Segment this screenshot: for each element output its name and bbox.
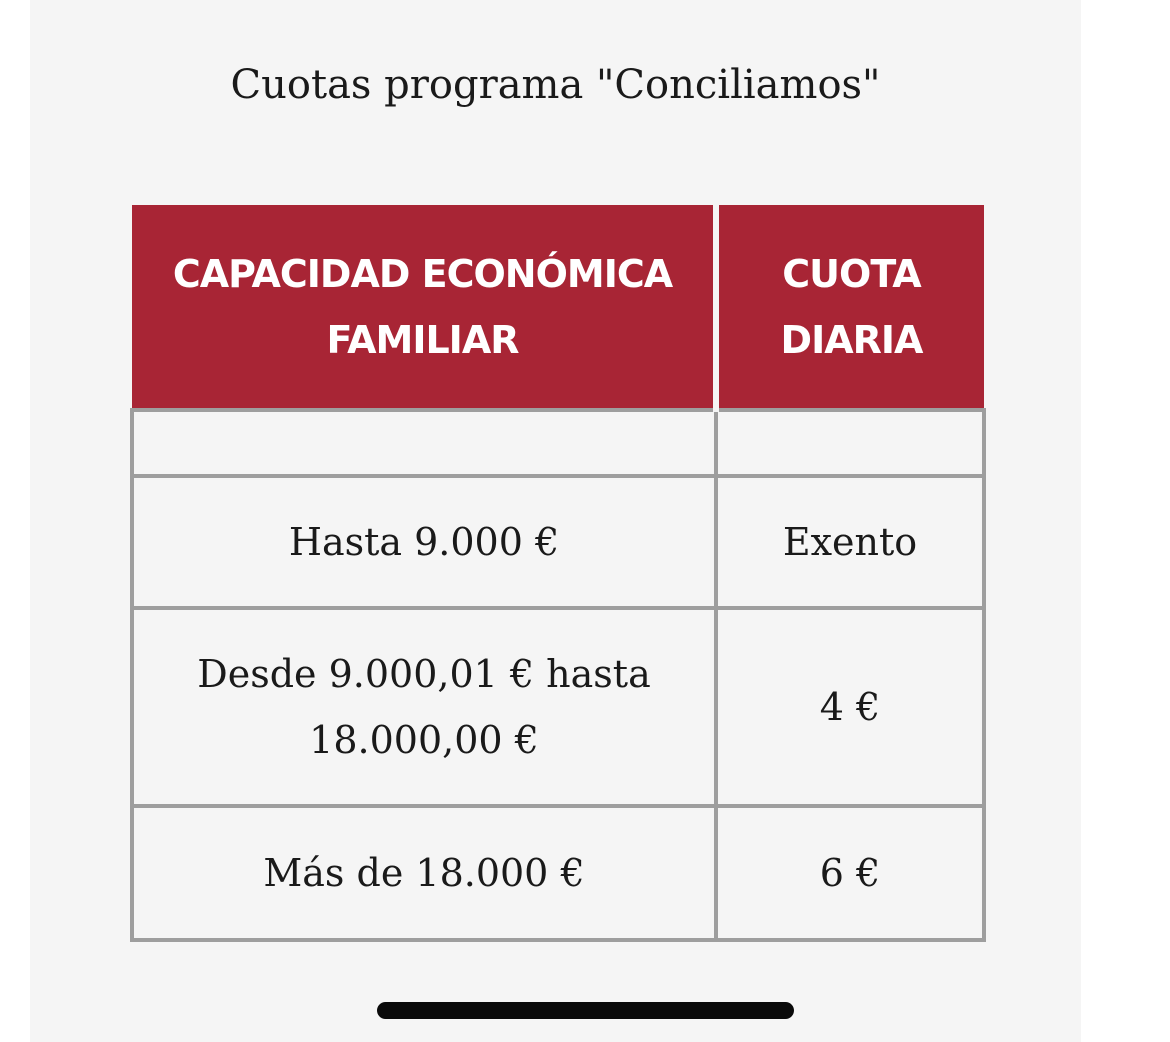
cell-cuota: 6 € [716,806,984,940]
home-indicator[interactable] [377,1002,794,1019]
table-header-row [132,205,984,410]
cell-cuota [716,410,984,476]
cell-capacidad: Más de 18.000 € [132,806,716,940]
fee-table [130,205,986,942]
table-row [132,476,984,608]
cell-capacidad: Desde 9.000,01 € hasta 18.000,00 € [132,608,716,806]
table-row [132,410,984,476]
page-title: Cuotas programa "Conciliamos" [230,62,881,108]
cell-capacidad: Hasta 9.000 € [132,476,716,608]
cell-capacidad [132,410,716,476]
header-capacidad-economica: CAPACIDAD ECONÓMICA FAMILIAR [132,205,716,410]
header-cuota-diaria: CUOTA DIARIA [716,205,984,410]
cell-cuota: Exento [716,476,984,608]
page-content [30,0,1081,1042]
table-row [132,806,984,940]
table-row [132,608,984,806]
cell-cuota: 4 € [716,608,984,806]
